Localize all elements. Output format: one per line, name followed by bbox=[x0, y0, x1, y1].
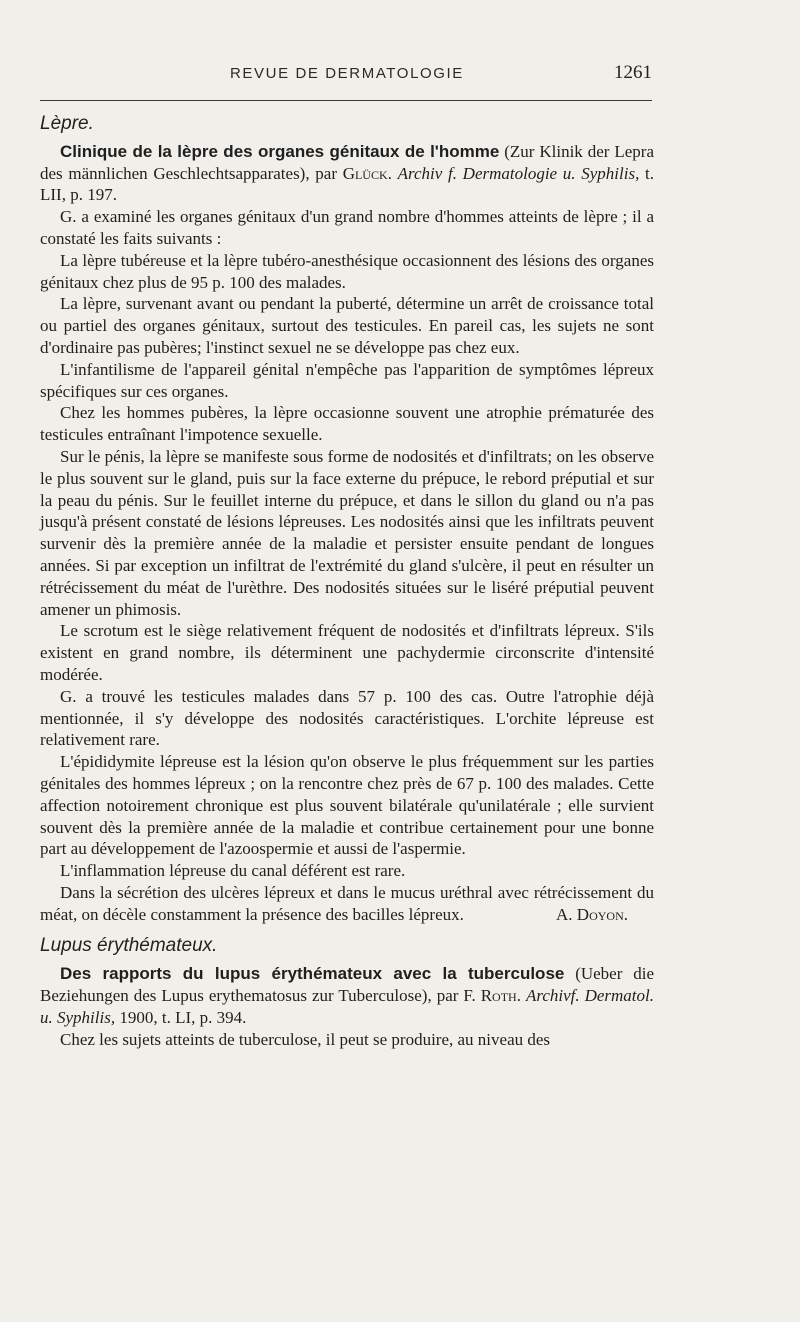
reference-tail: 1900, t. LI, p. 394. bbox=[115, 1007, 247, 1027]
article-title: Des rapports du lupus érythémateux avec la tuberculose bbox=[60, 964, 565, 984]
body-paragraph: G. a trouvé les testicules malades dans 57 p. 100 des cas. Outre l'atrophie déjà mentionnée, il s'y développe des nodosités caractéristiques. L'orchite lépreuse est relativement rare. bbox=[40, 686, 654, 750]
body-paragraph: G. a examiné les organes génitaux d'un grand nombre d'hommes atteints de lèpre ; il a constaté les faits suivants : bbox=[40, 207, 654, 248]
article-reference bbox=[40, 963, 654, 1028]
body-paragraph: L'épididymite lépreuse est la lésion qu'on observe le plus fréquemment sur les parties génitales des hommes lépreux ; on la rencontre chez près de 67 p. 100 des malades. Cette affection notoirement chronique est plus souvent bilatérale qu'unilatérale ; elle survient souvent dès la première année de la maladie et contribue certainement pour une bonne part au développement de l'azoospermie et aussi de l'aspermie. bbox=[40, 752, 654, 859]
article-body bbox=[40, 113, 654, 1050]
header-rule bbox=[40, 100, 652, 101]
reference-lead: (Ueber die Beziehungen des Lupus erythematosus zur Tuberculose), par F. bbox=[40, 964, 655, 1006]
body-paragraph: La lèpre tubéreuse et la lèpre tubéro-anesthésique occasionnent des lésions des organes génitaux chez plus de 95 p. 100 des malades. bbox=[40, 250, 654, 292]
page-header bbox=[40, 58, 652, 98]
body-paragraph: La lèpre, survenant avant ou pendant la puberté, détermine un arrêt de croissance total ou partiel des organes génitaux, surtout des testicules. En pareil cas, les sujets ne sont d'ordinaire pas pubères; l'instinct sexuel ne se développe pas chez eux. bbox=[40, 294, 654, 357]
running-title: REVUE DE DERMATOLOGIE bbox=[230, 65, 464, 82]
reference-tail: t. LII, p. 197. bbox=[40, 163, 654, 205]
reference-separator: . bbox=[387, 163, 398, 183]
section-heading-lepre: Lèpre. bbox=[40, 113, 94, 134]
reference-lead: (Zur Klinik der Lepra des männlichen Geschlechtsapparates), par bbox=[40, 141, 655, 183]
body-paragraph: Chez les sujets atteints de tuberculose, il peut se produire, au niveau des bbox=[60, 1029, 551, 1049]
body-paragraph: L'inflammation lépreuse du canal déférent est rare. bbox=[60, 861, 406, 881]
article-reference bbox=[40, 141, 654, 206]
body-paragraph: Le scrotum est le siège relativement fréquent de nodosités et d'infiltrats lépreux. S'ils existent en grand nombre, ils déterminent une pachydermie circonscrite d'intensité modérée. bbox=[40, 621, 654, 684]
body-paragraph: Sur le pénis, la lèpre se manifeste sous forme de nodosités et d'infiltrats; on les observe le plus souvent sur le gland, puis sur la face externe du prépuce, le rebord préputial et sur la peau du pénis. Sur le feuillet interne du prépuce, et dans le sillon du gland ou n'a pas jusqu'à présent constaté de lésions lépreuses. Les nodosités ainsi que les infiltrats peuvent survenir dès la première année de la maladie et persister ensuite pendant de longues années. Si par exception un infiltrat de l'extrémité du gland s'ulcère, il peut en résulter un rétrécissement du méat de l'urèthre. Des nodosités situées sur le liséré préputial peuvent amener un phimosis. bbox=[40, 446, 654, 619]
article-title: Clinique de la lèpre des organes génitaux de l'homme bbox=[60, 141, 500, 161]
section-heading-lupus: Lupus érythémateux. bbox=[40, 935, 218, 957]
body-paragraph: L'infantilisme de l'appareil génital n'empêche pas l'apparition de symptômes lépreux spécifiques sur ces organes. bbox=[40, 359, 654, 401]
signature: A. Doyon. bbox=[556, 904, 628, 924]
reference-separator: . bbox=[516, 986, 526, 1006]
reference-author: Glück bbox=[342, 163, 388, 183]
reference-author: Roth bbox=[480, 986, 517, 1006]
reference-journal: Archivf. Dermatol. u. Syphilis, bbox=[40, 986, 654, 1027]
closing-text: Dans la sécrétion des ulcères lépreux et dans le mucus uréthral avec rétrécissement du méat, on décèle constamment la présence des bacilles lépreux. bbox=[40, 882, 654, 924]
page-number: 1261 bbox=[614, 62, 652, 83]
body-paragraph: Chez les hommes pubères, la lèpre occasionne souvent une atrophie prématurée des testicules entraînant l'impotence sexuelle. bbox=[40, 403, 654, 445]
reference-journal: Archiv f. Dermatologie u. Syphilis, bbox=[397, 163, 640, 183]
closing-paragraph bbox=[40, 882, 654, 926]
